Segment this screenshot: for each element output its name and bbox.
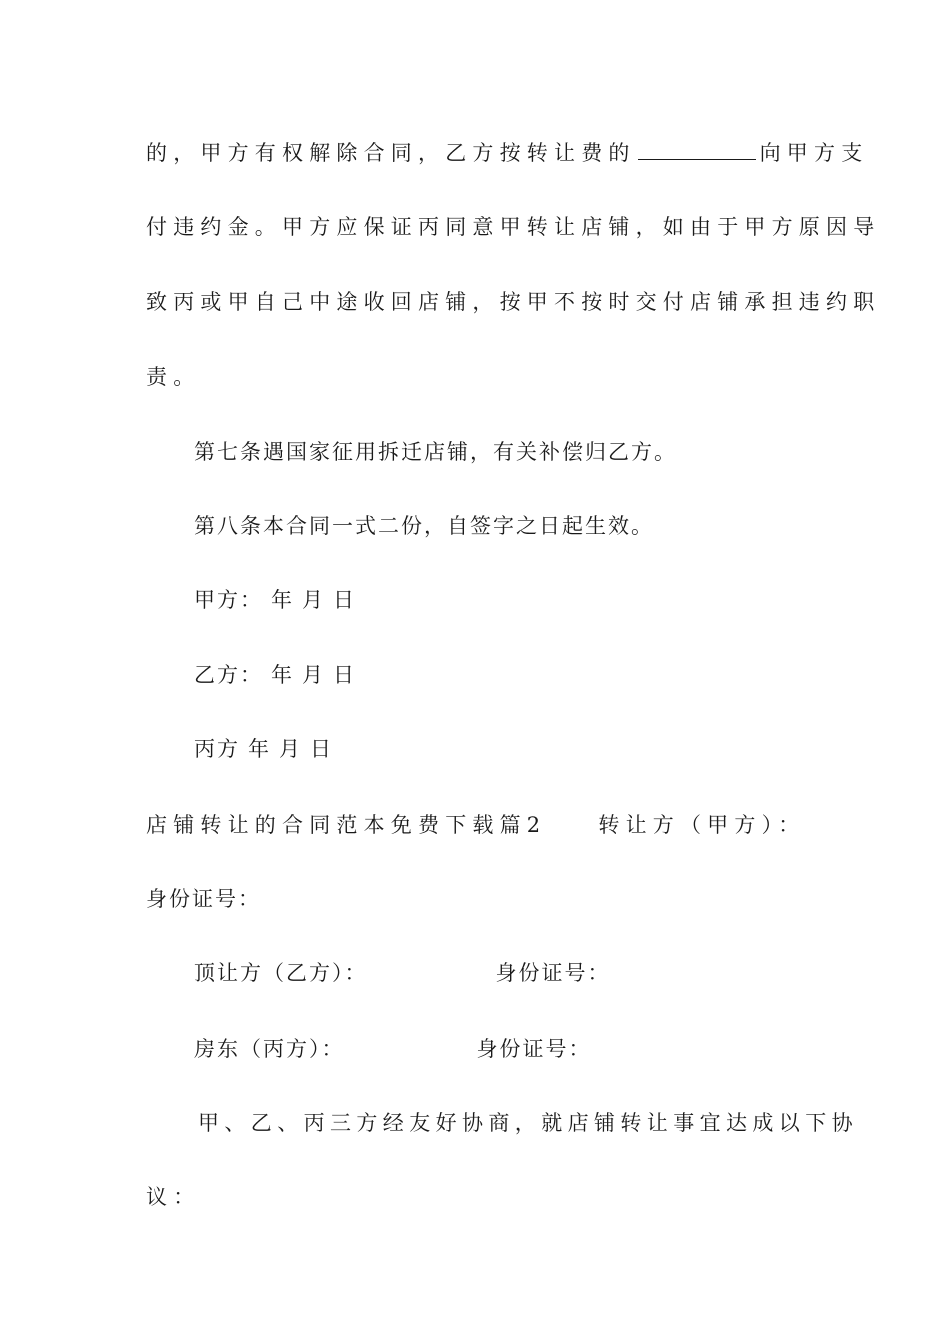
transferee-label: 顶让方（乙方）： xyxy=(194,961,368,985)
signature-party-c xyxy=(194,734,333,764)
transferee-line xyxy=(194,958,611,988)
landlord-line xyxy=(194,1034,592,1064)
article-8: 第八条本合同一式二份，自签字之日起生效。 xyxy=(194,514,654,538)
month-label: 月 xyxy=(302,663,325,687)
text-segment: 的，甲方有权解除合同，乙方按转让费的 xyxy=(146,141,636,165)
section-heading-line xyxy=(146,810,805,840)
day-label: 日 xyxy=(310,737,333,761)
transferor-id-line: 身份证号： xyxy=(146,887,261,911)
blank-fill-line xyxy=(638,139,756,160)
section-title: 店铺转让的合同范本免费下载篇2 xyxy=(146,813,547,837)
landlord-label: 房东（丙方）： xyxy=(194,1037,345,1061)
month-label: 月 xyxy=(279,737,302,761)
agreement-line: 甲、乙、丙三方经友好协商，就店铺转让事宜达成以下协 xyxy=(198,1111,858,1135)
party-a-label: 甲方： xyxy=(194,588,263,612)
signature-party-a xyxy=(194,585,356,615)
year-label: 年 xyxy=(248,737,271,761)
article-7: 第七条遇国家征用拆迁店铺，有关补偿归乙方。 xyxy=(194,440,677,464)
transferor-label: 转让方（甲方）： xyxy=(598,813,806,837)
paragraph-line: 致丙或甲自己中途收回店铺，按甲不按时交付店铺承担违约职 xyxy=(146,290,881,314)
agreement-line: 议： xyxy=(146,1185,201,1209)
year-label: 年 xyxy=(271,663,294,687)
month-label: 月 xyxy=(302,588,325,612)
paragraph-line: 责。 xyxy=(146,365,201,389)
id-number-label: 身份证号： xyxy=(476,1037,592,1061)
text-segment: 向甲方支 xyxy=(759,141,869,165)
year-label: 年 xyxy=(271,588,294,612)
day-label: 日 xyxy=(333,663,356,687)
day-label: 日 xyxy=(333,588,356,612)
id-number-label: 身份证号： xyxy=(495,961,611,985)
signature-party-b xyxy=(194,660,356,690)
party-c-label: 丙方 xyxy=(194,737,240,761)
party-b-label: 乙方： xyxy=(194,663,263,687)
paragraph-line xyxy=(146,138,868,168)
paragraph-line: 付违约金。甲方应保证丙同意甲转让店铺，如由于甲方原因导 xyxy=(146,215,881,239)
